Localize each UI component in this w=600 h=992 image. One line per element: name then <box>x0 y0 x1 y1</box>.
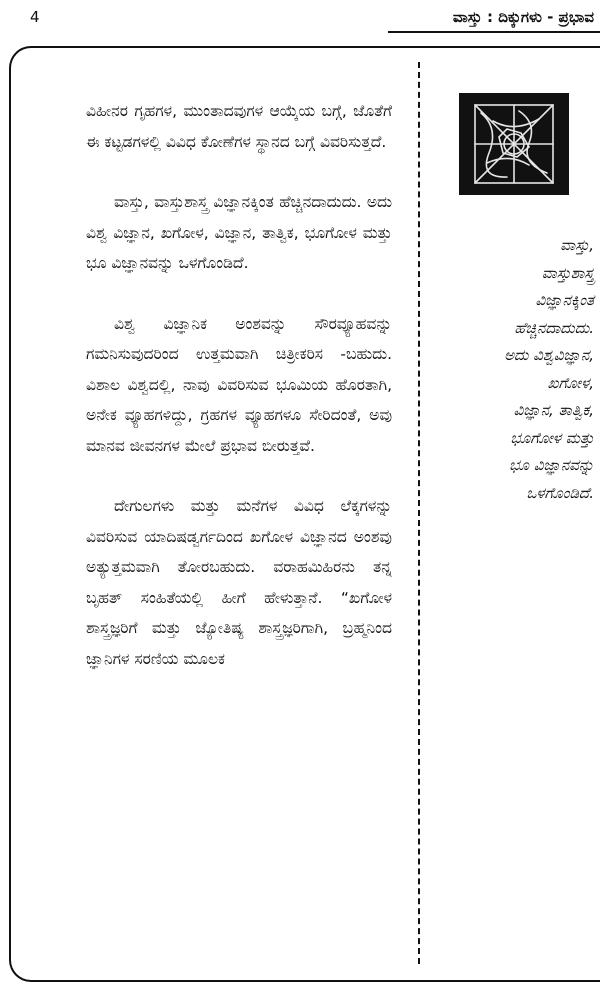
sidebar-line: ಭೂ ವಿಜ್ಞಾನವನ್ನು <box>509 456 594 474</box>
paragraph: ವಾಸ್ತು, ವಾಸ್ತುಶಾಸ್ತ್ರ ವಿಜ್ಞಾನಕ್ಕಿಂತ ಹೆಚ್ಚಿನದಾದುದು. ಅದು ವಿಶ್ವ ವಿಜ್ಞಾನ, ಖಗೋಳ, ವಿಜ್ಞಾನ, ತಾತ್ವಿಕ, ಭೂಗೋಳ ಮತ್ತು ಭೂ ವಿಜ್ಞಾನವನ್ನು ಒಳಗೊಂಡಿದೆ. <box>86 193 392 272</box>
column-divider <box>418 62 420 964</box>
header-rule <box>388 31 600 33</box>
vastu-diagram-drawing <box>459 93 569 195</box>
vastu-diagram-image <box>459 93 569 195</box>
sidebar-line: ಒಳಗೊಂಡಿದೆ. <box>526 483 594 502</box>
sidebar-line: ವಾಸ್ತುಶಾಸ್ತ್ರ <box>541 263 594 282</box>
page-number: 4 <box>30 8 40 26</box>
sidebar-pull-quote <box>436 232 594 507</box>
main-text <box>86 96 392 704</box>
paragraph: ವಿಶ್ವ ವಿಜ್ಞಾನಿಕ ಅಂಶವನ್ನು ಸೌರವ್ಯೂಹವನ್ನು ಗಮನಿಸುವುದರಿಂದ ಉತ್ತಮವಾಗಿ ಚಿತ್ರೀಕರಿಸ -ಬಹುದು. ವಿಶಾಲ ವಿಶ್ವದಲ್ಲಿ, ನಾವು ವಿವರಿಸುವ ಭೂಮಿಯ ಹೊರತಾಗಿ, ಅನೇಕ ವ್ಯೂಹಗಳಿದ್ದು, ಗ್ರಹಗಳ ವ್ಯೂಹಗಳೂ ಸೇರಿದಂತೆ, ಅವು ಮಾನವ ಜೀವನಗಳ ಮೇಲೆ ಪ್ರಭಾವ ಬೀರುತ್ತವೆ. <box>86 314 392 455</box>
paragraph: ವಿಹೀನರ ಗೃಹಗಳ, ಮುಂತಾದವುಗಳ ಆಯ್ಕೆಯ ಬಗ್ಗೆ, ಜೊತೆಗೆ ಈ ಕಟ್ಟಡಗಳಲ್ಲಿ ವಿವಿಧ ಕೋಣೆಗಳ ಸ್ಥಾನದ ಬಗ್ಗೆ ವಿವರಿಸುತ್ತದೆ. <box>86 102 392 151</box>
running-header: ವಾಸ್ತು : ದಿಕ್ಕುಗಳು - ಪ್ರಭಾವ <box>452 8 594 26</box>
sidebar-line: ವಿಜ್ಞಾನಕ್ಕಿಂತ <box>535 291 594 309</box>
sidebar-line: ಭೂಗೋಳ ಮತ್ತು <box>510 428 594 447</box>
paragraph: ದೇಗುಲಗಳು ಮತ್ತು ಮನೆಗಳ ವಿವಿಧ ಲೆಕ್ಕಗಳನ್ನು ವಿವರಿಸುವ ಯಾದಿಷಡ್ವರ್ಗದಿಂದ ಖಗೋಳ ವಿಜ್ಞಾನದ ಅಂಶವು ಅತ್ಯುತ್ತಮವಾಗಿ ತೋರಬಹುದು. ವರಾಹಮಿಹಿರನು ತನ್ನ ಬೃಹತ್ ಸಂಹಿತೆಯಲ್ಲಿ ಹೀಗೆ ಹೇಳುತ್ತಾನೆ. “ಖಗೋಳ ಶಾಸ್ತ್ರಜ್ಞರಿಗೆ ಮತ್ತು ಜ್ಯೋತಿಷ್ಯ ಶಾಸ್ತ್ರಜ್ಞರಿಗಾಗಿ, ಬ್ರಹ್ಮನಿಂದ ಜ್ಞಾನಿಗಳ ಸರಣಿಯ ಮೂಲಕ <box>86 497 392 668</box>
sidebar-line: ವಿಜ್ಞಾನ, ತಾತ್ವಿಕ, <box>513 401 594 419</box>
sidebar-line: ವಾಸ್ತು, <box>560 236 594 254</box>
sidebar-line: ಖಗೋಳ, <box>547 373 594 392</box>
sidebar-line: ಹೆಚ್ಚಿನದಾದುದು. <box>514 318 594 337</box>
sidebar-line: ಅದು ವಿಶ್ವವಿಜ್ಞಾನ, <box>504 346 594 364</box>
